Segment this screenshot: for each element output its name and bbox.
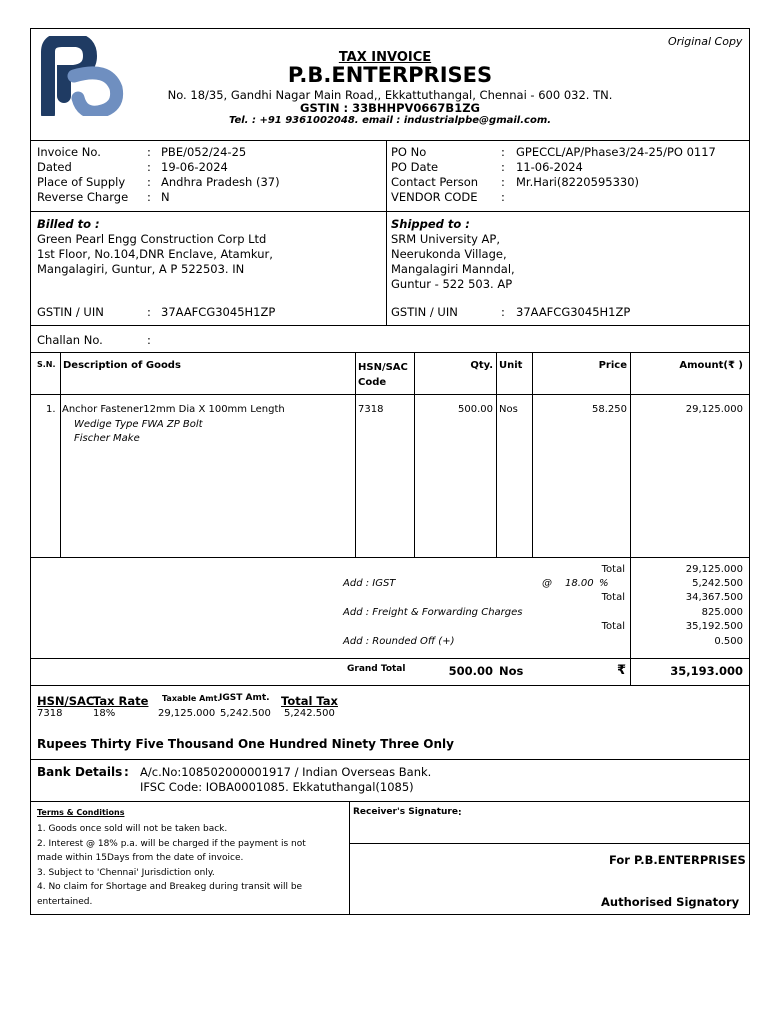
igst-label: Add : IGST [343, 578, 396, 589]
col-header-hsn: HSN/SAC Code [358, 362, 408, 388]
igst-at: @ [542, 578, 552, 589]
item-description: Anchor Fastener12mm Dia X 100mm Length [62, 404, 285, 415]
total-3-label: Total [601, 621, 625, 632]
column-line [630, 352, 631, 557]
divider [30, 394, 750, 395]
copy-label: Original Copy [668, 35, 743, 48]
igst-value: 5,242.500 [692, 578, 743, 589]
column-line [60, 352, 61, 557]
col-header-unit: Unit [499, 360, 523, 371]
invoice-labels-right: PO No PO Date Contact Person VENDOR CODE [391, 145, 479, 204]
tax-header-total: Total Tax [281, 694, 338, 708]
total-2-value: 34,367.500 [685, 592, 743, 603]
bank-account: A/c.No:108502000001917 / Indian Overseas Bank. [140, 765, 432, 779]
igst-percent: % [599, 578, 609, 589]
shipped-to-heading: Shipped to : [391, 217, 470, 231]
tax-header-rate: Tax Rate [93, 694, 149, 708]
invoice-seps-right: : : : : [501, 145, 505, 204]
total-1-label: Total [601, 564, 625, 575]
column-line [414, 352, 415, 557]
divider [349, 843, 750, 844]
round-off-label: Add : Rounded Off (+) [343, 636, 455, 647]
terms-heading: Terms & Conditions [37, 808, 125, 817]
divider [30, 759, 750, 760]
divider [30, 211, 750, 212]
shipped-gstin-label: GSTIN / UIN [391, 305, 458, 319]
challan-label: Challan No. [37, 333, 103, 347]
column-line [630, 557, 631, 685]
divider [30, 685, 750, 686]
invoice-values-right [516, 145, 716, 190]
bank-sep: : [124, 765, 129, 779]
divider [30, 352, 750, 353]
column-line [355, 352, 356, 557]
rupee-symbol: ₹ [617, 663, 627, 678]
tax-row-total: 5,242.500 [284, 708, 335, 719]
contact-person: Mr.Hari(8220595330) [516, 175, 640, 189]
invoice-seps-left: : : : : [147, 145, 151, 204]
igst-rate: 18.00 [565, 578, 594, 589]
item-sn: 1. [46, 404, 56, 415]
total-1-value: 29,125.000 [685, 564, 743, 575]
item-price: 58.250 [592, 404, 627, 415]
challan-sep: : [147, 333, 151, 347]
divider [30, 557, 750, 558]
total-3-value: 35,192.500 [685, 621, 743, 632]
receiver-signature-label: Receiver's Signature [353, 807, 458, 817]
round-off-value: 0.500 [714, 636, 743, 647]
bank-label: Bank Details [37, 765, 123, 779]
freight-value: 825.000 [701, 607, 743, 618]
item-hsn: 7318 [358, 404, 384, 415]
column-line [532, 352, 533, 557]
tax-row-rate: 18% [93, 708, 116, 719]
tax-row-hsn: 7318 [37, 708, 63, 719]
billed-gstin-label: GSTIN / UIN [37, 305, 104, 319]
item-description-line3: Fischer Make [74, 433, 140, 444]
company-logo [38, 36, 124, 116]
col-header-desc: Description of Goods [63, 360, 181, 371]
item-qty: 500.00 [458, 404, 493, 415]
freight-label: Add : Freight & Forwarding Charges [343, 607, 523, 618]
reverse-charge: N [161, 190, 170, 204]
item-description-line2: Wedige Type FWA ZP Bolt [74, 419, 203, 430]
col-header-qty: Qty. [470, 360, 493, 371]
tax-row-igst: 5,242.500 [220, 708, 271, 719]
col-header-price: Price [598, 360, 627, 371]
shipped-gstin-value: 37AAFCG3045H1ZP [516, 305, 631, 319]
terms-list: 1. Goods once sold will not be taken back. 2. Interest @ 18% p.a. will be charged if the payment is not made within 15Days from the date of invoice. 3. Subject to 'Chennai' Jurisdiction only. 4. No claim for Shortage and Breakeg during transit will be entertained. [37, 824, 306, 907]
amount-in-words: Rupees Thirty Five Thousand One Hundred Ninety Three Only [37, 737, 454, 751]
po-date: 11-06-2024 [516, 160, 583, 174]
invoice-number: PBE/052/24-25 [161, 145, 247, 159]
divider [30, 325, 750, 326]
divider [30, 658, 750, 659]
divider [30, 801, 750, 802]
grand-total-value: 35,193.000 [670, 664, 743, 678]
receiver-signature-sep: : [458, 808, 462, 818]
item-unit: Nos [499, 404, 518, 415]
invoice-labels-left: Invoice No. Dated Place of Supply Reverse Charge [37, 145, 129, 204]
column-line [496, 352, 497, 557]
billed-gstin-sep: : [147, 305, 151, 319]
billed-gstin-value: 37AAFCG3045H1ZP [161, 305, 276, 319]
grand-total-unit: Nos [499, 664, 524, 678]
tax-header-igst: IGST Amt. [219, 693, 270, 703]
shipped-to-address: SRM University AP, Neerukonda Village, Mangalagiri Manndal, Guntur - 522 503. AP [391, 232, 515, 291]
grand-total-label: Grand Total [347, 664, 406, 674]
col-header-amount: Amount(₹ ) [679, 360, 743, 371]
company-gstin: GSTIN : 33BHHPV0667B1ZG [300, 101, 480, 115]
total-2-label: Total [601, 592, 625, 603]
po-number: GPECCL/AP/Phase3/24-25/PO 0117 [516, 145, 716, 159]
tax-header-hsn: HSN/SAC [37, 694, 95, 708]
company-contact: Tel. : +91 9361002048. email : industrialpbe@gmail.com. [228, 115, 552, 126]
for-company: For P.B.ENTERPRISES [609, 853, 746, 867]
invoice-date: 19-06-2024 [161, 160, 228, 174]
company-name: P.B.ENTERPRISES [287, 63, 493, 87]
billed-to-address: Green Pearl Engg Construction Corp Ltd 1st Floor, No.104,DNR Enclave, Atamkur, Mangalagiri, Guntur, A P 522503. IN [37, 232, 273, 276]
authorised-signatory: Authorised Signatory [601, 895, 740, 909]
tax-header-taxable: Taxable Amt. [162, 694, 221, 703]
item-amount: 29,125.000 [685, 404, 743, 415]
divider [30, 140, 750, 141]
divider [386, 140, 387, 325]
billed-to-heading: Billed to : [37, 217, 100, 231]
divider [349, 801, 350, 915]
place-of-supply: Andhra Pradesh (37) [161, 175, 280, 189]
tax-row-taxable: 29,125.000 [158, 708, 216, 719]
bank-ifsc: IFSC Code: IOBA0001085. Ekkatuthangal(1085) [140, 780, 414, 794]
company-address: No. 18/35, Gandhi Nagar Main Road,, Ekkattuthangal, Chennai - 600 032. TN. [167, 88, 613, 102]
doc-title: TAX INVOICE [338, 50, 432, 65]
invoice-values-left [161, 145, 280, 205]
col-header-sn: S.N. [37, 360, 56, 369]
shipped-gstin-sep: : [501, 305, 505, 319]
grand-total-qty: 500.00 [448, 664, 493, 678]
